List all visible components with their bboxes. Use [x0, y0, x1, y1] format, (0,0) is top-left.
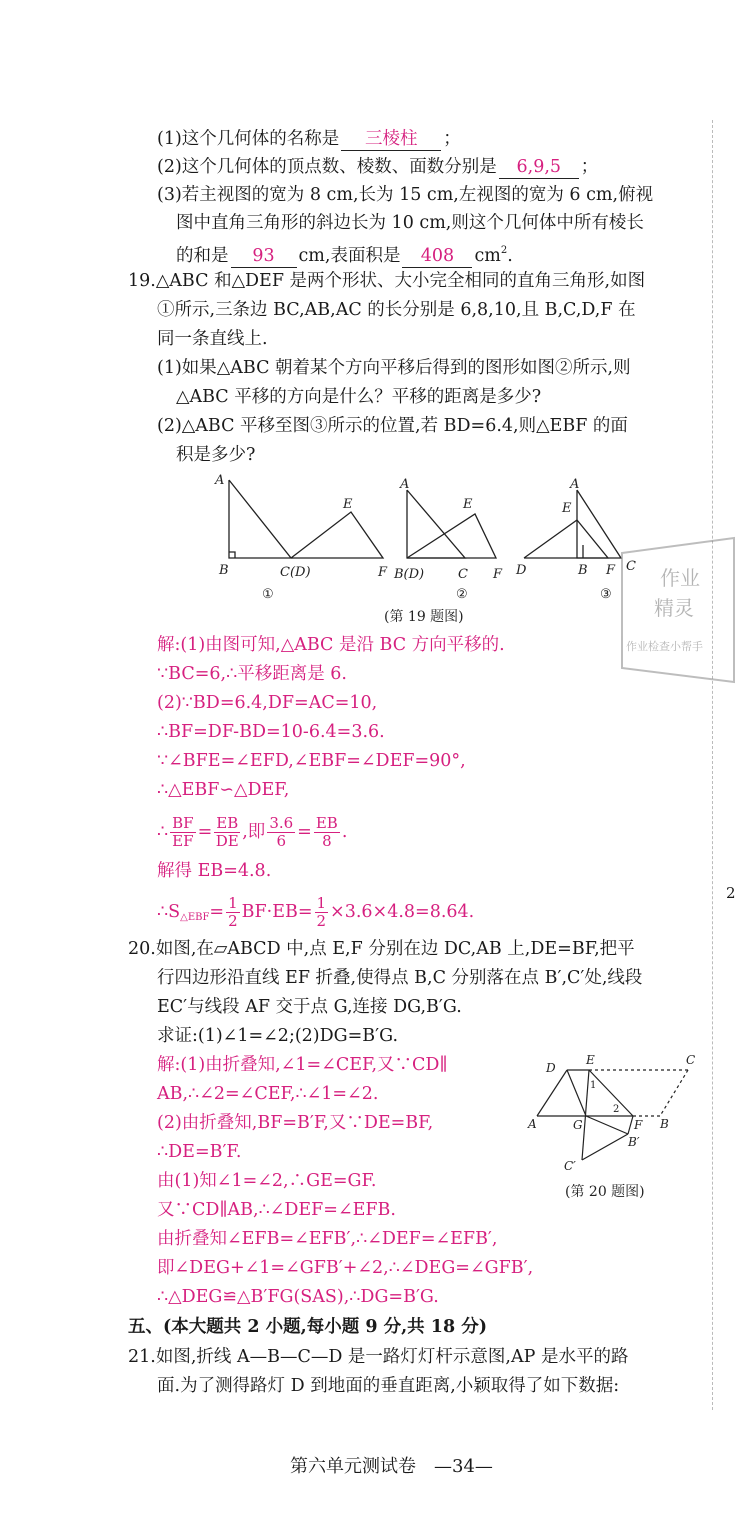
frac2-num: EB [216, 814, 239, 832]
stamp-text-1: 作业 [660, 566, 700, 590]
fig20-label-f: F [634, 1118, 643, 1132]
fig2-triangle-def [407, 514, 496, 558]
q19-sol-9 [157, 892, 474, 938]
q18-answer-4: 408 [402, 245, 472, 268]
q21-line2: 面.为了测得路灯 D 到地面的垂直距离,小颖取得了如下数据: [157, 1376, 620, 1396]
q19-frac-bf-ef [170, 815, 195, 850]
watermark-stamp [622, 538, 734, 682]
fig1-right-angle-b [229, 552, 235, 558]
frac3-den: 6 [276, 832, 287, 850]
q18-answer-2: 6,9,5 [499, 156, 579, 179]
q20-sol-5: 由(1)知∠1=∠2,∴GE=GF. [157, 1171, 377, 1191]
fig20-angle-1: 1 [590, 1080, 597, 1091]
q21-line1: 21.如图,折线 A—B—C—D 是一路灯灯杆示意图,AP 是水平的路 [128, 1347, 629, 1367]
q19-sol-7 [157, 812, 347, 852]
q18-p1-text: (1)这个几何体的名称是 [157, 129, 340, 149]
q18-p3-unit-sup: 2 [500, 245, 508, 256]
fig20-label-g: G [573, 1118, 583, 1132]
fig3-label-a: A [570, 477, 580, 492]
fig1-triangle-def [291, 512, 383, 558]
fig1-label-f: F [378, 565, 388, 580]
fig3-triangle-def [524, 520, 608, 558]
fig20-label-a: A [528, 1117, 537, 1131]
fig1-label-cd: C(D) [280, 565, 311, 580]
seg-g-bp [586, 1116, 628, 1134]
fig3-label-e: E [562, 501, 572, 516]
frac3-num: 3.6 [269, 814, 294, 832]
q19-line2: ①所示,三条边 BC,AB,AC 的长分别是 6,8,10,且 B,C,D,F 在 [157, 300, 636, 320]
seg-cb-dashed [660, 1070, 688, 1116]
fig2-label-a: A [400, 477, 410, 492]
fig2-label-bd: B(D) [394, 567, 425, 582]
frac2-den: DE [215, 832, 239, 850]
fig20-label-d: D [546, 1061, 556, 1075]
q20-sol-3: (2)由折叠知,BF=B′F,又∵DE=BF, [157, 1113, 434, 1133]
q20-sol-2: AB,∴∠2=∠CEF,∴∠1=∠2. [157, 1084, 379, 1104]
frac1-den: EF [172, 832, 194, 850]
q18-p2-end: ； [580, 157, 599, 177]
q19-s9-end: ×3.6×4.8=8.64. [330, 902, 475, 922]
section-5-heading: 五、(本大题共 2 小题,每小题 9 分,共 18 分) [128, 1317, 488, 1337]
q19-sol-6: ∴△EBF∽△DEF, [157, 780, 290, 800]
fig2-label-f: F [493, 567, 503, 582]
q19-frac-36-6 [267, 815, 295, 850]
seg-f-bp [628, 1116, 633, 1134]
q19-s7-end: . [341, 822, 348, 842]
q19-s7-eq2: = [297, 822, 312, 842]
fig20-angle-2: 2 [613, 1104, 620, 1115]
q18-p1-end: ； [443, 129, 461, 149]
q19-sol-2: ∵BC=6,∴平移距离是 6. [157, 664, 347, 684]
q20-sol-7: 由折叠知∠EFB=∠EFB′,∴∠DEF=∠EFB′, [157, 1229, 498, 1249]
q19-sol-3: (2)∵BD=6.4,DF=AC=10, [157, 693, 378, 713]
q20-line1: 20.如图,在▱ABCD 中,点 E,F 分别在边 DC,AB 上,DE=BF,把平 [128, 939, 635, 959]
fig20-label-e: E [586, 1053, 595, 1067]
q18-answer-3: 93 [231, 245, 297, 268]
q19-frac-half-2 [315, 895, 329, 930]
q18-answer-1: 三棱柱 [341, 128, 441, 151]
fig3-label-f: F [606, 563, 616, 578]
seg-dg [567, 1070, 586, 1116]
q18-p3-unit: cm [474, 246, 501, 266]
q19-frac-eb-8 [314, 815, 340, 850]
q19-sol-5: ∵∠BFE=∠EFD,∠EBF=∠DEF=90°, [157, 751, 466, 771]
q20-sol-9: ∴△DEG≌△B′FG(SAS),∴DG=B′G. [157, 1287, 439, 1307]
fig3-label-d: D [516, 563, 527, 578]
q18-part3-line2: 图中直角三角形的斜边长为 10 cm,则这个几何体中所有棱长 [176, 213, 644, 233]
frac6-num: 1 [316, 894, 327, 912]
q18-part3-line1: (3)若主视图的宽为 8 cm,长为 15 cm,左视图的宽为 6 cm,俯视 [157, 185, 654, 205]
fig2-triangle-abc [407, 490, 465, 558]
seg-ef [589, 1070, 633, 1116]
fig3-label-c: C [626, 559, 636, 574]
q19-s9-pre: ∴S [157, 902, 181, 922]
frac4-num: EB [315, 814, 338, 832]
q19-s7-eq1: = [197, 822, 213, 842]
q19-line3: 同一条直线上. [157, 329, 268, 349]
q20-caption: (第 20 题图) [565, 1184, 645, 1200]
fig1-label-a: A [215, 473, 225, 488]
stamp-text-2: 精灵 [654, 596, 694, 620]
q20-sol-8: 即∠DEG+∠1=∠GFB′+∠2,∴∠DEG=∠GFB′, [157, 1258, 534, 1278]
frac6-den: 2 [316, 912, 327, 930]
q20-line3: EC′与线段 AF 交于点 G,连接 DG,B′G. [157, 997, 462, 1017]
fig1-number: ① [262, 587, 274, 602]
fig2-label-e: E [463, 497, 473, 512]
fig20-label-b: B [660, 1117, 669, 1131]
q18-p2-text: (2)这个几何体的顶点数、棱数、面数分别是 [157, 157, 497, 177]
q19-s9-sub: △EBF [180, 912, 210, 923]
q20-line4: 求证:(1)∠1=∠2;(2)DG=B′G. [157, 1026, 399, 1046]
q19-sol-8: 解得 EB=4.8. [157, 861, 272, 881]
q19-frac-eb-de [214, 815, 240, 850]
frac5-den: 2 [228, 912, 238, 930]
q20-sol-6: 又∵CD∥AB,∴∠DEF=∠EFB. [157, 1200, 396, 1220]
q19-s7-mid: ,即 [242, 822, 266, 842]
frac5-num: 1 [228, 894, 238, 912]
q19-line5: △ABC 平移的方向是什么？平移的距离是多少? [176, 387, 542, 407]
q18-p3-end: . [507, 246, 513, 266]
q19-frac-half-1 [226, 895, 240, 930]
frac1-num: BF [172, 814, 194, 832]
q20-sol-4: ∴DE=B′F. [157, 1142, 242, 1162]
fig20-label-cprime: C′ [564, 1159, 576, 1173]
q19-s9-eq: = [209, 902, 225, 922]
page-footer: 第六单元测试卷 —34— [290, 1456, 493, 1477]
margin-mark: 2 [726, 884, 736, 902]
seg-cp-bp [582, 1134, 628, 1160]
q19-line7: 积是多少? [176, 445, 256, 465]
fig1-label-e: E [343, 497, 353, 512]
q19-sol-1: 解:(1)由图可知,△ABC 是沿 BC 方向平移的. [157, 635, 505, 655]
q18-p3-text-a: 的和是 [176, 246, 229, 266]
fig1-triangle-abc [229, 480, 291, 558]
q20-line2: 行四边形沿直线 EF 折叠,使得点 B,C 分别落在点 B′,C′处,线段 [157, 968, 643, 988]
q19-caption: (第 19 题图) [384, 609, 464, 625]
seg-da [537, 1070, 567, 1116]
fig3-label-b: B [578, 563, 588, 578]
frac4-den: 8 [322, 832, 332, 850]
fig2-label-c: C [458, 567, 468, 582]
fig20-label-bprime: B′ [628, 1135, 640, 1149]
q19-sol-4: ∴BF=DF-BD=10-6.4=3.6. [157, 722, 385, 742]
q19-line1: 19.△ABC 和△DEF 是两个形状、大小完全相同的直角三角形,如图 [128, 271, 646, 291]
q20-sol-1: 解:(1)由折叠知,∠1=∠CEF,又∵CD∥ [157, 1055, 448, 1075]
q18-p3-text-b: cm,表面积是 [298, 246, 401, 266]
q19-s9-mid: BF·EB= [241, 902, 313, 922]
fig20-label-c: C [686, 1053, 696, 1067]
q20-figure [520, 1050, 710, 1180]
q19-s7-pre: ∴ [157, 822, 169, 842]
q19-line4: (1)如果△ABC 朝着某个方向平移后得到的图形如图②所示,则 [157, 358, 631, 378]
q19-line6: (2)△ABC 平移至图③所示的位置,若 BD=6.4,则△EBF 的面 [157, 416, 628, 436]
fig3-number: ③ [600, 587, 612, 602]
fig1-label-b: B [219, 563, 229, 578]
fig2-number: ② [456, 587, 468, 602]
stamp-text-3: 作业检查小帮手 [626, 640, 703, 653]
